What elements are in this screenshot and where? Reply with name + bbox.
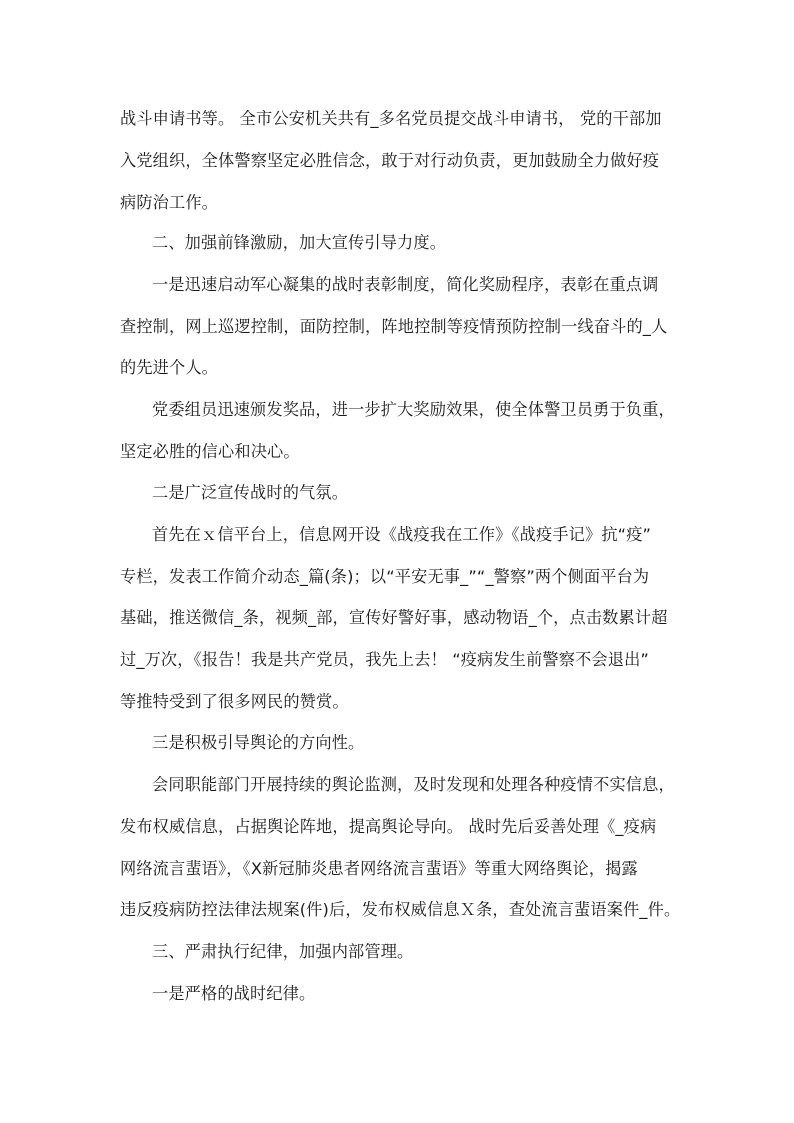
- paragraph-line: 查控制，网上巡逻控制，面防控制，阵地控制等疫情预防控制一线奋斗的_人: [120, 317, 668, 336]
- paragraph-line: 一是迅速启动军心凝集的战时表彰制度，简化奖励程序，表彰在重点调: [152, 275, 659, 294]
- paragraph-line: 网络流言蜚语》，《X新冠肺炎患者网络流言蜚语》等重大网络舆论，揭露: [120, 859, 638, 878]
- paragraph-line: 的先进个人。: [120, 358, 219, 377]
- subheading: 一是严格的战时纪律。: [152, 984, 316, 1003]
- paragraph-line: 基础，推送微信_条，视频_部，宣传好警好事，感动物语_个，点击数累计超: [120, 608, 668, 627]
- paragraph-line: 会同职能部门开展持续的舆论监测，及时发现和处理各种疫情不实信息，: [152, 775, 675, 794]
- section-heading: 三、严肃执行纪律，加强内部管理。: [152, 942, 414, 961]
- paragraph-line: 专栏，发表工作简介动态_篇(条)；以“平安无事_”“_警察”两个侧面平台为: [120, 567, 650, 586]
- paragraph-line: 坚定必胜的信心和决心。: [120, 442, 300, 461]
- paragraph-line: 入党组织，全体警察坚定必胜信念，敢于对行动负责，更加鼓励全力做好疫: [120, 151, 660, 170]
- paragraph-line: 病防治工作。: [120, 193, 219, 212]
- paragraph-line: 过_万次，《报告！我是共产党员，我先上去！ “疫病发生前警察不会退出”: [120, 650, 649, 669]
- subheading: 三是积极引导舆论的方向性。: [152, 733, 365, 752]
- paragraph-line: 战斗申请书等。 全市公安机关共有_多名党员提交战斗申请书， 党的干部加: [120, 109, 662, 128]
- subheading: 二是广泛宣传战时的气氛。: [152, 483, 349, 502]
- paragraph-line: 党委组员迅速颁发奖品，进一步扩大奖励效果，使全体警卫员勇于负重，: [152, 400, 675, 419]
- paragraph-line: 首先在ｘ信平台上，信息网开设《战疫我在工作》《战疫手记》抗“疫”: [152, 525, 652, 544]
- paragraph-line: 等推特受到了很多网民的赞赏。: [120, 692, 349, 711]
- section-heading: 二、加强前锋激励，加大宣传引导力度。: [152, 233, 447, 252]
- paragraph-line: 发布权威信息，占据舆论阵地，提高舆论导向。 战时先后妥善处理《_疫病: [120, 817, 657, 836]
- paragraph-line: 违反疫病防控法律法规案(件)后，发布权威信息Ｘ条，查处流言蜚语案件_件。: [120, 900, 681, 919]
